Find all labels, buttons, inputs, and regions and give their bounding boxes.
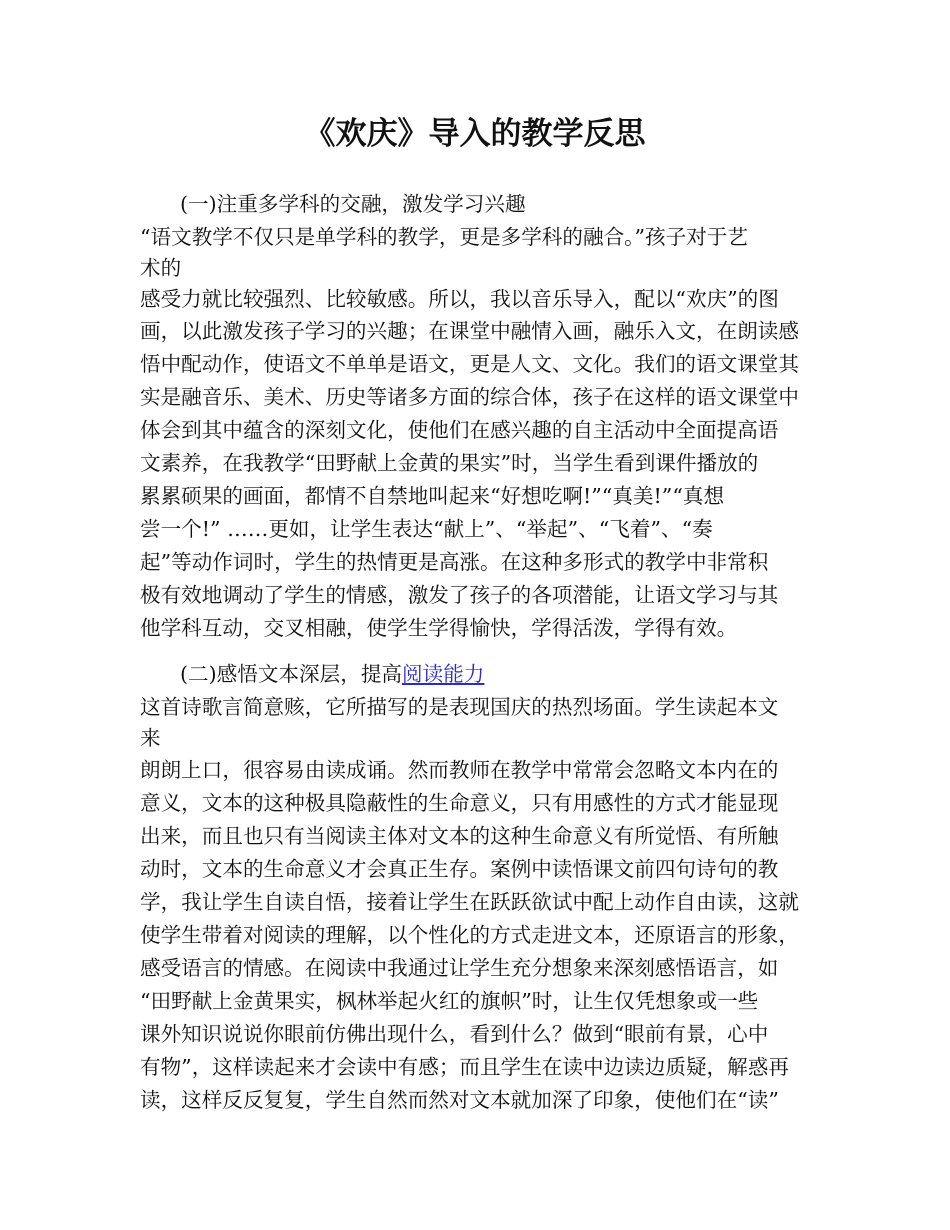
- paragraph-line: 体会到其中蕴含的深刻文化，使他们在感兴趣的自主活动中全面提高语: [140, 418, 779, 442]
- paragraph-line: 学，我让学生自读自悟，接着让学生在跃跃欲试中配上动作自由读，这就: [140, 890, 799, 914]
- paragraph-line: 出来，而且也只有当阅读主体对文本的这种生命意义有所觉悟、有所触: [140, 824, 779, 848]
- paragraph-line: 意义，文本的这种极具隐蔽性的生命意义，只有用感性的方式才能显现: [140, 791, 779, 815]
- reading-ability-link[interactable]: 阅读能力: [402, 662, 485, 686]
- paragraph-line: “语文教学不仅只是单学科的教学，更是多学科的融合。”孩子对于艺: [140, 225, 748, 249]
- paragraph-line: 课外知识说说你眼前仿佛出现什么，看到什么？做到“眼前有景，心中: [140, 1022, 769, 1046]
- section-2-heading: [180, 661, 852, 687]
- paragraph-line: 悟中配动作，使语文不单单是语文，更是人文、文化。我们的语文课堂其: [140, 352, 799, 376]
- section-1-heading: (一)注重多学科的交融，激发学习兴趣: [180, 192, 526, 216]
- paragraph-line: 实是融音乐、美术、历史等诸多方面的综合体，孩子在这样的语文课堂中: [140, 385, 799, 409]
- paragraph-line: 感受语言的情感。在阅读中我通过让学生充分想象来深刻感悟语言，如: [140, 956, 779, 980]
- paragraph-line: 画，以此激发孩子学习的兴趣；在课堂中融情入画，融乐入文，在朗读感: [140, 319, 799, 343]
- paragraph-line: 尝一个!” ……更如，让学生表达“献上”、“举起”、“飞着”、“奏: [140, 517, 713, 541]
- paragraph-line: 感受力就比较强烈、比较敏感。所以，我以音乐导入，配以“欢庆”的图: [140, 287, 779, 311]
- paragraph-line: “田野献上金黄果实，枫林举起火红的旗帜”时，让生仅凭想象或一些: [140, 989, 759, 1013]
- paragraph-line: 术的: [140, 256, 182, 280]
- paragraph-line: 朗朗上口，很容易由读成诵。然而教师在教学中常常会忽略文本内在的: [140, 758, 779, 782]
- section-2-heading-text: (二)感悟文本深层，提高: [180, 662, 403, 686]
- paragraph-line: 文素养，在我教学“田野献上金黄的果实”时，当学生看到课件播放的: [140, 451, 759, 475]
- paragraph-line: 累累硕果的画面，都情不自禁地叫起来“好想吃啊!”“真美!”“真想: [140, 484, 725, 508]
- paragraph-line: 读，这样反反复复，学生自然而然对文本就加深了印象，使他们在“读”: [140, 1088, 779, 1112]
- paragraph-line: 这首诗歌言简意赅，它所描写的是表现国庆的热烈场面。学生读起本文: [140, 695, 779, 719]
- paragraph-line: 起”等动作词时，学生的热情更是高涨。在这种多形式的教学中非常积: [140, 550, 769, 574]
- paragraph-line: 动时，文本的生命意义才会真正生存。案例中读悟课文前四句诗句的教: [140, 857, 779, 881]
- paragraph-line: 他学科互动，交叉相融，使学生学得愉快，学得活泼，学得有效。: [140, 616, 738, 640]
- paragraph-line: 有物”，这样读起来才会读中有感；而且学生在读中边读边质疑，解惑再: [140, 1055, 789, 1079]
- page-title: 《欢庆》导入的教学反思: [304, 116, 646, 152]
- paragraph-line: 使学生带着对阅读的理解，以个性化的方式走进文本，还原语言的形象，: [140, 923, 799, 947]
- paragraph-line: 来: [140, 726, 161, 750]
- paragraph-line: 极有效地调动了学生的情感，激发了孩子的各项潜能，让语文学习与其: [140, 583, 779, 607]
